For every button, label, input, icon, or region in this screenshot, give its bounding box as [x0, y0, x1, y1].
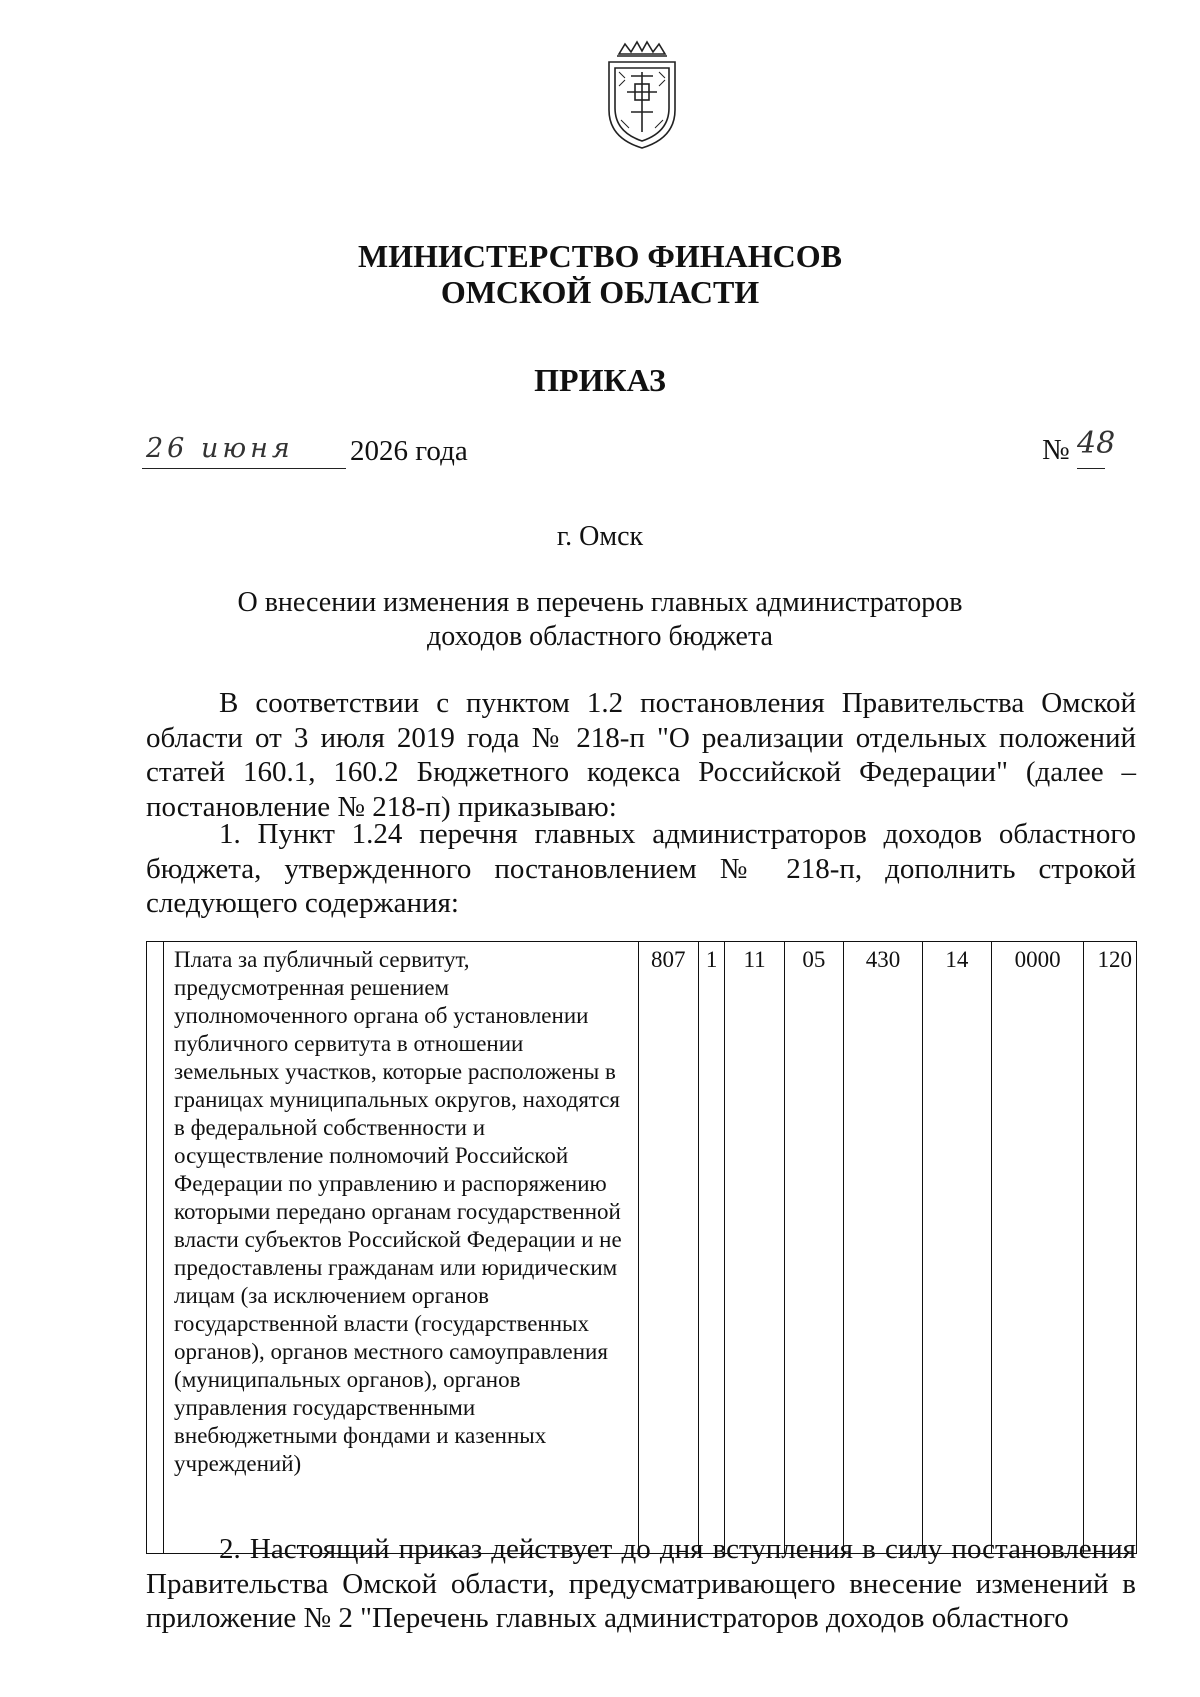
code-cell-analytic-group: 120 — [1084, 942, 1137, 1554]
code-cell-subtype: 0000 — [991, 942, 1084, 1554]
date-underline — [142, 468, 346, 469]
handwritten-number: 48 — [1077, 426, 1116, 461]
revenue-name-cell: Плата за публичный сервитут, предусмотренная решением уполномоченного органа об установлении публичного сервитута в отношении земельных участков, которые расположены в границах муниципальных округов, находятся в федеральной собственности и осуществление полномочий Российской Федерации по управлению и распоряжению которыми передано органам государственной власти субъектов Российской Федерации и не предоставлены гражданам или юридическим лицам (за исключением органов государственной власти (государственных органов), органов местного самоуправления (муниципальных органов), органов управления государственными внебюджетными фондами и казенных учреждений) — [164, 942, 639, 1554]
coat-of-arms-icon — [601, 40, 683, 152]
number-sign: № — [1042, 434, 1070, 466]
code-cell-group: 1 — [698, 942, 725, 1554]
code-cell-subarticle: 430 — [844, 942, 923, 1554]
order-date — [142, 431, 494, 475]
city-name: г. Омск — [556, 521, 644, 552]
handwritten-date: 26 июня — [146, 433, 294, 464]
empty-cell — [147, 942, 164, 1554]
code-cell-subgroup: 11 — [725, 942, 784, 1554]
order-year: 2026 года — [350, 435, 468, 467]
clause-1-paragraph: 1. Пункт 1.24 перечня главных администраторов доходов областного бюджета, утвержденного постановлением № 218-п, дополнить строкой следующего содержания: — [146, 818, 1136, 919]
number-underline — [1077, 468, 1105, 469]
clause-2-paragraph: 2. Настоящий приказ действует до дня вступления в силу постановления Правительства Омской области, предусматривающего внесение изменений в приложение № 2 "Перечень главных администраторов доходов областного — [146, 1533, 1136, 1634]
code-cell-article: 05 — [784, 942, 843, 1554]
code-cell-element: 14 — [922, 942, 991, 1554]
document-type-title: ПРИКАЗ — [534, 362, 666, 398]
order-number — [1042, 426, 1116, 474]
subject-line-1: О внесении изменения в перечень главных администраторов — [237, 587, 963, 618]
order-subject — [0, 586, 1200, 654]
ministry-name-line-2: ОМСКОЙ ОБЛАСТИ — [440, 274, 760, 310]
preamble-paragraph: В соответствии с пунктом 1.2 постановления Правительства Омской области от 3 июля 2019 года № 218-п "О реализации отдельных положений статей 160.1, 160.2 Бюджетного кодекса Российской Федерации" (далее – постановление № 218-п) приказываю: — [146, 687, 1136, 823]
code-cell-administrator: 807 — [638, 942, 698, 1554]
ministry-name-line-1: МИНИСТЕРСТВО ФИНАНСОВ — [358, 238, 842, 274]
revenue-code-table — [146, 941, 1137, 1554]
subject-line-2: доходов областного бюджета — [427, 621, 773, 652]
table-row — [147, 942, 1137, 1554]
